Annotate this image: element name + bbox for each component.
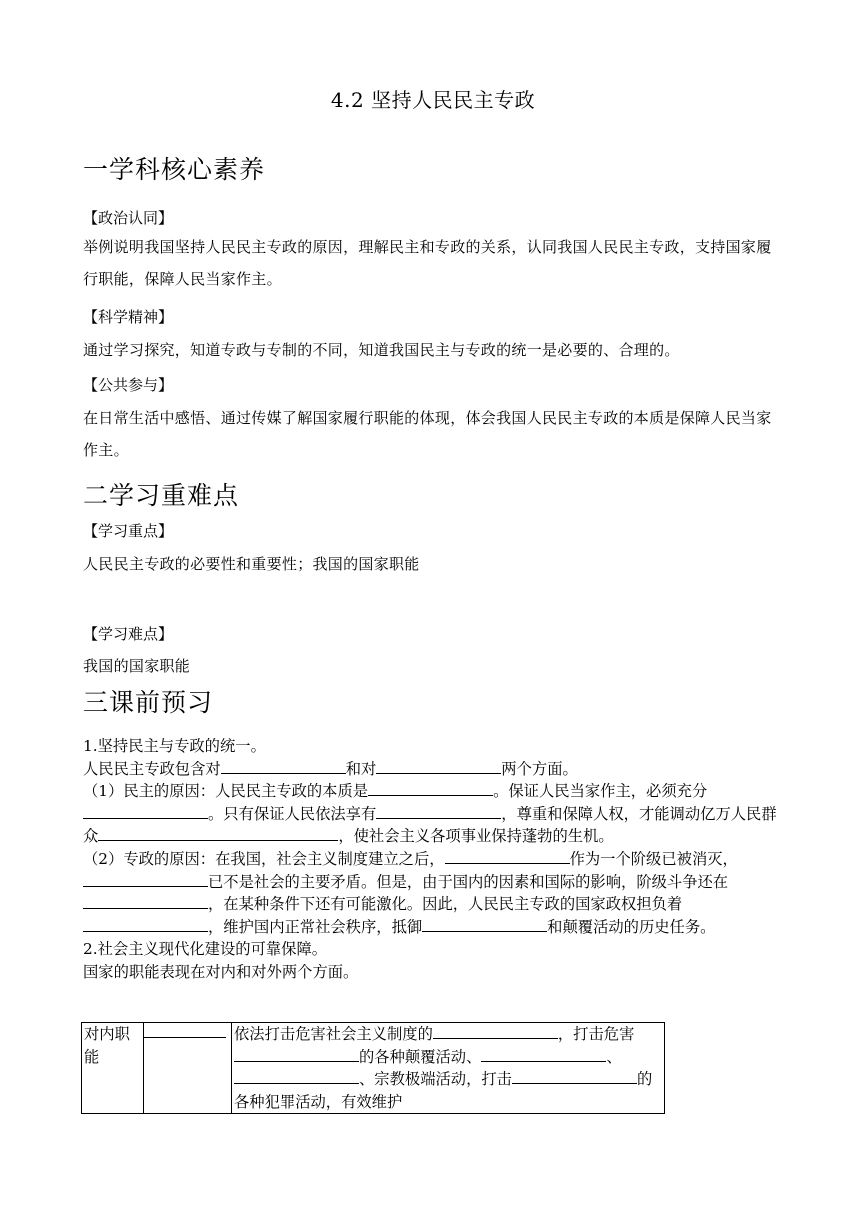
preview-line-1: 1.坚持民主与专政的统一。 [83, 737, 266, 755]
state-functions-table [81, 1022, 665, 1114]
fill-blank[interactable] [83, 871, 208, 887]
page-title: 4.2 坚持人民民主专政 [330, 88, 536, 112]
fill-blank[interactable] [512, 1068, 637, 1084]
section-heading-2: 二学习重难点 [83, 481, 240, 510]
text-political: 举例说明我国坚持人民民主专政的原因，理解民主和专政的关系，认同我国人民民主专政，支持国家履行职能，保障人民当家作主。 [83, 238, 772, 288]
preview-paragraph-democracy: （1）民主的原因：人民民主专政的本质是 。保证人民当家作主，必须充分。只有保证人民依法享有 ，尊重和保障人权，才能调动亿万人民群众 ，使社会主义各项事业保持蓬勃的生机。 [83, 782, 777, 846]
fill-blank[interactable] [376, 803, 501, 819]
text-key-point: 人民民主专政的必要性和重要性；我国的国家职能 [83, 555, 420, 573]
fill-blank[interactable] [234, 1046, 359, 1062]
preview-body [83, 735, 779, 984]
text-public: 在日常生活中感悟、通过传媒了解国家履行职能的体现，体会我国人民民主专政的本质是保障人民当家作主。 [83, 409, 772, 459]
preview-line-4: 国家的职能表现在对内和对外两个方面。 [83, 962, 359, 981]
text-science: 通过学习探究，知道专政与专制的不同，知道我国民主与专政的统一是必要的、合理的。 [83, 341, 680, 359]
tag-public: 【公共参与】 [83, 376, 174, 394]
preview-line-3: 2.社会主义现代化建设的可靠保障。 [83, 940, 328, 959]
fill-blank[interactable] [422, 916, 547, 932]
tag-difficult-point: 【学习难点】 [83, 625, 174, 643]
text-difficult-point: 我国的国家职能 [83, 657, 191, 675]
preview-line-2: 人民民主专政包含对 和对 两个方面。 [83, 759, 578, 778]
fill-blank[interactable] [98, 825, 338, 841]
fill-blank[interactable] [83, 893, 208, 909]
table-row [82, 1023, 665, 1114]
table-cell-blank [144, 1023, 232, 1114]
table-cell-domestic: 对内职能 [82, 1023, 144, 1114]
fill-blank[interactable] [445, 848, 570, 864]
fill-blank[interactable] [221, 758, 346, 774]
tag-political: 【政治认同】 [83, 209, 174, 227]
tag-key-point: 【学习重点】 [83, 522, 174, 540]
fill-blank[interactable] [83, 916, 208, 932]
preview-paragraph-dictatorship: （2）专政的原因：在我国，社会主义制度建立之后， 作为一个阶级已被消灭，已不是社会的主要矛盾。但是，由于国内的因素和国际的影响，阶级斗争还在，在某种条件下还有可能激化。因此，人民民主专政的国家政权担负着，维护国内正常社会秩序，抵御 和颠覆活动的历史任务。 [83, 849, 738, 936]
fill-blank[interactable] [433, 1023, 558, 1039]
fill-blank[interactable] [376, 758, 501, 774]
section-heading-3: 三课前预习 [83, 688, 214, 717]
table-cell-content: 依法打击危害社会主义制度的 ，打击危害的各种颠覆活动、 、、宗教极端活动，打击 的各种犯罪活动，有效维护 [232, 1023, 665, 1114]
tag-science: 【科学精神】 [83, 308, 174, 326]
fill-blank[interactable] [83, 803, 208, 819]
section-heading-1: 一学科核心素养 [83, 155, 266, 184]
fill-blank[interactable] [481, 1046, 606, 1062]
fill-blank[interactable] [144, 1023, 226, 1038]
fill-blank[interactable] [234, 1068, 359, 1084]
fill-blank[interactable] [368, 780, 493, 796]
